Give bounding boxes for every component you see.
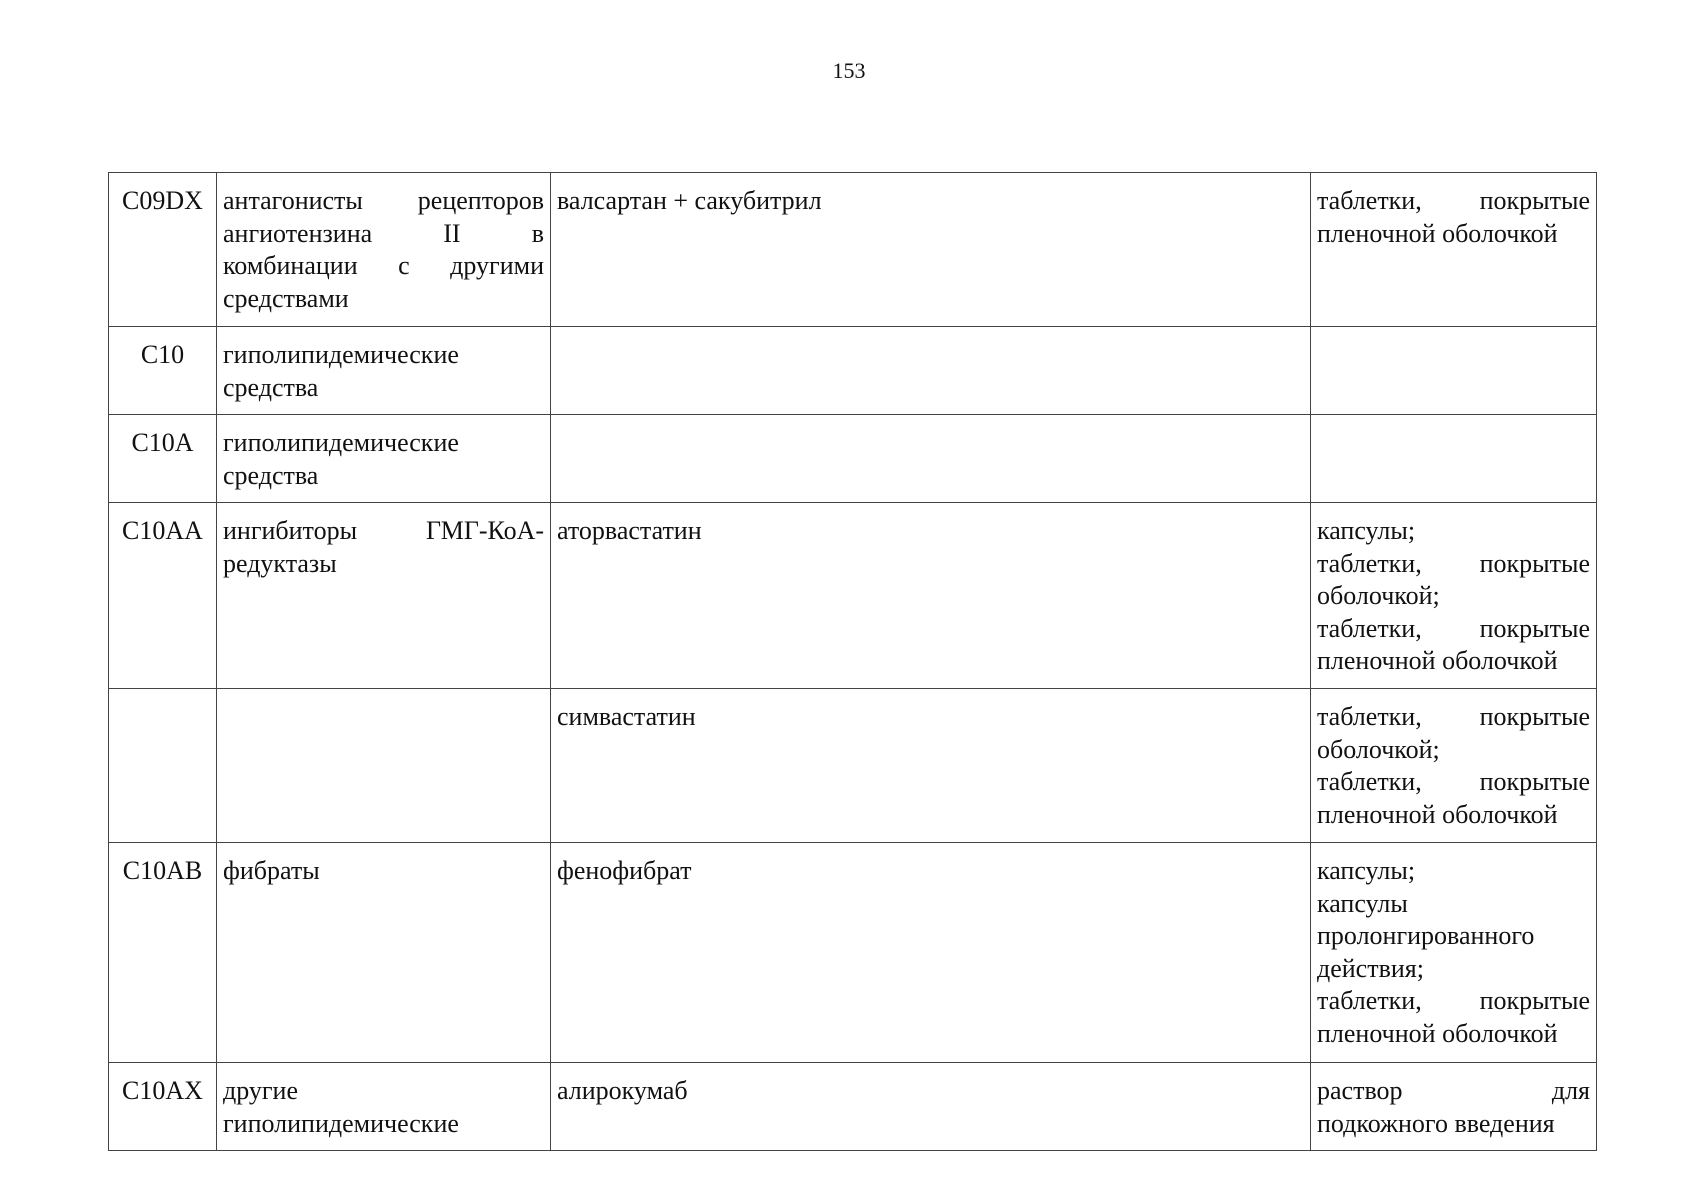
table-row — [109, 503, 1597, 689]
pharmacological-group-cell — [217, 689, 551, 843]
dosage-form-line: подкожного введения — [1317, 1108, 1555, 1138]
atc-code-cell — [109, 689, 217, 843]
drug-name-cell: симвастатин — [551, 689, 1311, 843]
drug-name-cell — [551, 327, 1311, 415]
dosage-form-line: пролонгированного — [1317, 921, 1535, 950]
group-line: ингибиторы ГМГ-КоА- — [223, 516, 544, 545]
drug-name-cell: алирокумаб — [551, 1063, 1311, 1151]
group-line: гиполипидемические — [223, 1108, 459, 1138]
group-line: другие — [223, 1076, 299, 1105]
atc-code-cell: C10AX — [109, 1063, 217, 1151]
dosage-form-cell — [1311, 689, 1597, 843]
group-line: комбинации с другими — [223, 251, 544, 280]
drug-name-cell: фенофибрат — [551, 843, 1311, 1063]
atc-code-cell: C09DX — [109, 173, 217, 327]
dosage-form-line: раствор для — [1317, 1076, 1590, 1105]
dosage-form-line: пленочной оболочкой — [1317, 646, 1558, 675]
dosage-form-line: капсулы; — [1317, 856, 1416, 885]
dosage-form-line: пленочной оболочкой — [1317, 799, 1558, 829]
pharmacological-group-cell — [217, 1063, 551, 1151]
drug-name-cell: валсартан + сакубитрил — [551, 173, 1311, 327]
atc-code-cell: C10AA — [109, 503, 217, 689]
dosage-form-line: пленочной оболочкой — [1317, 1018, 1558, 1048]
dosage-form-line: таблетки, покрытые — [1317, 767, 1590, 796]
dosage-form-line: действия; — [1317, 953, 1424, 983]
group-line: ангиотензина II в — [223, 218, 544, 248]
group-line: гиполипидемические — [223, 340, 459, 369]
dosage-form-line: таблетки, покрытые — [1317, 702, 1590, 731]
group-line: редуктазы — [223, 548, 337, 578]
dosage-form-line: таблетки, покрытые — [1317, 548, 1590, 578]
table-row — [109, 843, 1597, 1063]
pharmacological-group-cell — [217, 415, 551, 503]
dosage-form-line: таблетки, покрытые — [1317, 613, 1590, 643]
dosage-form-line: оболочкой; — [1317, 734, 1440, 764]
group-line: антагонисты рецепторов — [223, 186, 544, 215]
dosage-form-cell — [1311, 415, 1597, 503]
dosage-form-line: капсулы — [1317, 888, 1408, 918]
table-row — [109, 689, 1597, 843]
dosage-form-line: оболочкой; — [1317, 581, 1440, 610]
atc-code-cell: C10AB — [109, 843, 217, 1063]
pharmacological-group-cell — [217, 173, 551, 327]
table-row — [109, 415, 1597, 503]
dosage-form-line: пленочной оболочкой — [1317, 218, 1558, 248]
drug-name-cell — [551, 415, 1311, 503]
group-line: средства — [223, 372, 319, 402]
group-line: гиполипидемические — [223, 428, 459, 457]
dosage-form-cell — [1311, 843, 1597, 1063]
table-row — [109, 173, 1597, 327]
atc-code-cell: C10 — [109, 327, 217, 415]
table-row — [109, 327, 1597, 415]
drug-table — [108, 172, 1597, 1151]
pharmacological-group-cell — [217, 503, 551, 689]
dosage-form-line: капсулы; — [1317, 516, 1416, 545]
table-row — [109, 1063, 1597, 1151]
drug-name-cell: аторвастатин — [551, 503, 1311, 689]
dosage-form-line: таблетки, покрытые — [1317, 986, 1590, 1015]
dosage-form-cell — [1311, 327, 1597, 415]
group-line: фибраты — [223, 856, 320, 885]
dosage-form-cell — [1311, 1063, 1597, 1151]
pharmacological-group-cell — [217, 843, 551, 1063]
page-number: 153 — [832, 58, 866, 83]
group-line: средства — [223, 460, 319, 490]
group-line: средствами — [223, 283, 349, 313]
dosage-form-cell — [1311, 173, 1597, 327]
dosage-form-line: таблетки, покрытые — [1317, 186, 1590, 215]
atc-code-cell: C10A — [109, 415, 217, 503]
dosage-form-cell — [1311, 503, 1597, 689]
table-body — [109, 173, 1597, 1151]
pharmacological-group-cell — [217, 327, 551, 415]
